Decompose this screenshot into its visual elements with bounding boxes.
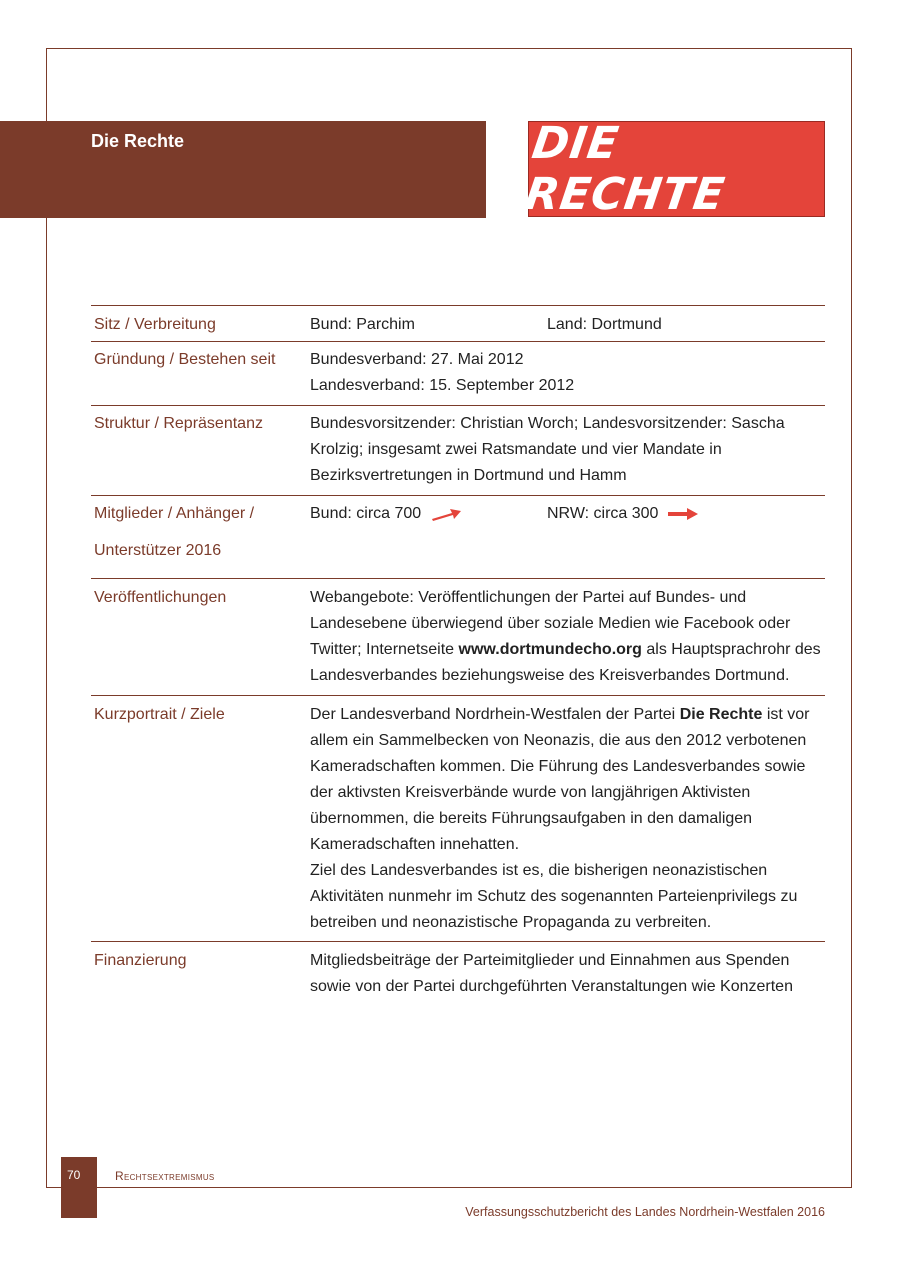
mitglieder-nrw-cell bbox=[547, 501, 699, 575]
gruendung-bund: Bundesverband: 27. Mai 2012 bbox=[310, 351, 524, 368]
mitglieder-nrw: NRW: circa 300 bbox=[547, 505, 659, 522]
row-finanzierung bbox=[91, 941, 825, 1006]
trend-up-arrow-icon bbox=[430, 507, 462, 521]
mitglieder-bund-cell bbox=[310, 501, 547, 575]
sitz-bund: Bund: Parchim bbox=[310, 316, 415, 333]
content-finanzierung: Mitgliedsbeiträge der Parteimitglieder und Einnahmen aus Spenden sowie von der Partei durchgeführten Veranstaltungen wie Konzerten bbox=[310, 952, 793, 995]
label-veroeffentlichungen: Veröffentlichungen bbox=[94, 589, 227, 606]
label-mitglieder-2: Unterstützer 2016 bbox=[94, 542, 222, 559]
page-number: 70 bbox=[67, 1168, 81, 1182]
title-band bbox=[0, 121, 486, 218]
label-gruendung: Gründung / Bestehen seit bbox=[94, 351, 276, 368]
row-veroeffentlichungen bbox=[91, 578, 825, 695]
logo-text: DIE RECHTE bbox=[521, 118, 729, 220]
report-title: Verfassungsschutzbericht des Landes Nordrhein-Westfalen 2016 bbox=[465, 1205, 825, 1219]
label-mitglieder bbox=[91, 501, 310, 575]
veroeffentlichungen-text-1: Webangebote: Veröffentlichungen der Partei auf Bundes- und Landesebene überwiegend über soziale Medien wie Facebook oder Twitter; Internetseite bbox=[310, 589, 791, 658]
profile-table bbox=[91, 305, 825, 1006]
page-number-box bbox=[61, 1157, 97, 1218]
page-title: Die Rechte bbox=[91, 131, 185, 151]
row-sitz bbox=[91, 305, 825, 341]
kurzportrait-text-1: Der Landesverband Nordrhein-Westfalen der Partei bbox=[310, 706, 680, 723]
kurzportrait-paragraph-2: Ziel des Landesverbandes ist es, die bisherigen neonazistischen Aktivitäten nunmehr im Schutz des sogenannten Parteienprivilegs zu betreiben und neonazistische Propaganda zu verbreiten. bbox=[310, 862, 798, 931]
label-kurzportrait: Kurzportrait / Ziele bbox=[94, 706, 225, 723]
content-gruendung bbox=[310, 347, 825, 399]
sitz-land: Land: Dortmund bbox=[547, 316, 662, 333]
kurzportrait-text-2: ist vor allem ein Sammelbecken von Neonazis, die aus den 2012 verbotenen Kameradschaften kommen. Die Führung des Landesverbandes sowie der aktivsten Kreisverbände wurde von langjährigen Aktivisten übernommen, die bereits Führungsaufgaben in den damaligen Kameradschaften innehatten. bbox=[310, 706, 810, 853]
row-mitglieder bbox=[91, 495, 825, 578]
content-mitglieder bbox=[310, 501, 825, 575]
website-link-text: www.dortmundecho.org bbox=[458, 641, 642, 658]
content-veroeffentlichungen bbox=[310, 585, 825, 689]
kurzportrait-paragraph-1 bbox=[310, 702, 825, 858]
content-struktur: Bundesvorsitzender: Christian Worch; Landesvorsitzender: Sascha Krolzig; insgesamt zwei Ratsmandate und vier Mandate in Bezirksvertretungen in Dortmund und Hamm bbox=[310, 415, 785, 484]
veroeffentlichungen-text-2: als Hauptsprachrohr des Landesverbandes beziehungsweise des Kreisverbandes Dortmund. bbox=[310, 641, 821, 684]
gruendung-land: Landesverband: 15. September 2012 bbox=[310, 377, 575, 394]
content-kurzportrait bbox=[310, 702, 825, 936]
row-gruendung bbox=[91, 341, 825, 405]
label-finanzierung: Finanzierung bbox=[94, 952, 187, 969]
content-sitz bbox=[310, 312, 825, 338]
row-kurzportrait bbox=[91, 695, 825, 941]
mitglieder-bund: Bund: circa 700 bbox=[310, 505, 422, 522]
label-mitglieder-1: Mitglieder / Anhänger / bbox=[94, 505, 255, 522]
label-struktur: Struktur / Repräsentanz bbox=[94, 415, 263, 432]
section-name: Rechtsextremismus bbox=[115, 1169, 215, 1183]
trend-steady-arrow-icon bbox=[667, 507, 699, 521]
label-sitz: Sitz / Verbreitung bbox=[94, 316, 216, 333]
party-logo bbox=[521, 118, 825, 220]
party-name-bold: Die Rechte bbox=[679, 706, 763, 723]
row-struktur bbox=[91, 405, 825, 495]
